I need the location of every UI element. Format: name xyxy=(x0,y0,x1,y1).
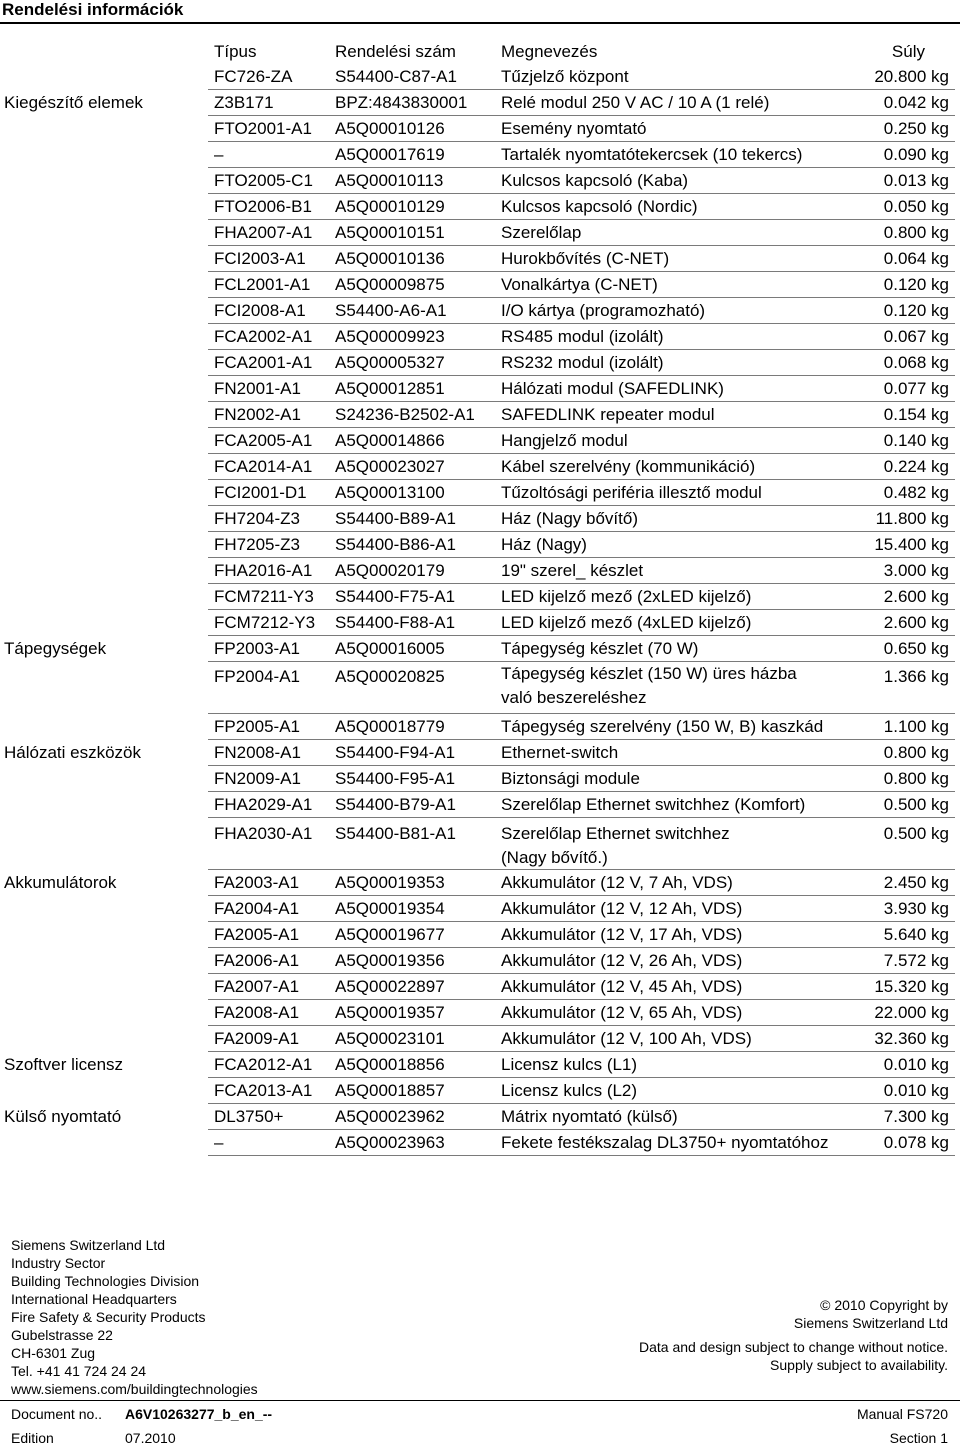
type-cell: FCI2008-A1 xyxy=(214,301,306,320)
type-cell: FP2005-A1 xyxy=(214,717,300,736)
type-cell: FCA2005-A1 xyxy=(214,431,313,450)
description-cell-line-2: való beszereléshez xyxy=(501,688,647,707)
table-row xyxy=(0,350,960,376)
order-number-cell: A5Q00018856 xyxy=(335,1055,445,1074)
type-cell: FTO2005-C1 xyxy=(214,171,313,190)
weight-cell: 1.366 kg xyxy=(883,667,949,686)
company-address xyxy=(11,1236,258,1398)
order-number-cell: A5Q00019353 xyxy=(335,873,445,892)
weight-cell: 11.800 kg xyxy=(875,509,949,528)
type-cell: FP2003-A1 xyxy=(214,639,300,658)
description-cell: Ethernet-switch xyxy=(501,743,619,762)
address-line: Gubelstrasse 22 xyxy=(11,1327,113,1343)
table-row xyxy=(0,142,960,168)
order-number-cell: A5Q00020179 xyxy=(335,561,445,580)
order-number-cell: S54400-A6-A1 xyxy=(335,301,447,320)
table-row xyxy=(0,1130,960,1156)
table-row xyxy=(0,792,960,818)
description-cell: LED kijelző mező (2xLED kijelző) xyxy=(501,587,752,606)
order-number-cell: S24236-B2502-A1 xyxy=(335,405,475,424)
order-number-cell: A5Q00009923 xyxy=(335,327,445,346)
type-cell: FHA2029-A1 xyxy=(214,795,313,814)
weight-cell: 0.120 kg xyxy=(883,301,949,320)
weight-cell: 0.800 kg xyxy=(883,769,949,788)
category-label: Hálózati eszközök xyxy=(4,743,142,762)
weight-cell: 0.140 kg xyxy=(883,431,949,450)
table-row xyxy=(0,480,960,506)
address-line: Tel. +41 41 724 24 24 xyxy=(11,1363,147,1379)
type-cell: FA2009-A1 xyxy=(214,1029,300,1048)
weight-cell: 7.300 kg xyxy=(883,1107,949,1126)
description-cell: Kulcsos kapcsoló (Kaba) xyxy=(501,171,689,190)
type-cell: FCA2014-A1 xyxy=(214,457,313,476)
type-cell: Z3B171 xyxy=(214,93,274,112)
table-row xyxy=(0,870,960,896)
document-number: A6V10263277_b_en_-- xyxy=(125,1406,273,1422)
weight-cell: 3.930 kg xyxy=(883,899,949,918)
type-cell: FCI2001-D1 xyxy=(214,483,307,502)
table-row xyxy=(0,272,960,298)
description-cell: Tápegység szerelvény (150 W, B) kaszkád xyxy=(501,717,824,736)
table-row xyxy=(0,454,960,480)
weight-cell: 0.250 kg xyxy=(883,119,949,138)
description-cell: Tápegység készlet (70 W) xyxy=(501,639,699,658)
address-line: CH-6301 Zug xyxy=(11,1345,96,1361)
table-row xyxy=(0,168,960,194)
weight-cell: 0.077 kg xyxy=(883,379,949,398)
order-number-cell: A5Q00017619 xyxy=(335,145,445,164)
type-cell: – xyxy=(214,145,224,164)
order-number-cell: S54400-F88-A1 xyxy=(335,613,456,632)
order-number-cell: A5Q00023963 xyxy=(335,1133,445,1152)
order-number-cell: A5Q00009875 xyxy=(335,275,445,294)
description-cell: Licensz kulcs (L1) xyxy=(501,1055,638,1074)
type-cell: FN2008-A1 xyxy=(214,743,301,762)
column-header-type: Típus xyxy=(214,42,257,61)
type-cell: FCA2013-A1 xyxy=(214,1081,313,1100)
manual-name: Manual FS720 xyxy=(856,1406,948,1422)
weight-cell: 0.800 kg xyxy=(883,743,949,762)
description-cell: Tápegység készlet (150 W) üres házba xyxy=(501,664,797,683)
table-row xyxy=(0,922,960,948)
table-row xyxy=(0,402,960,428)
column-header-weight: Súly xyxy=(891,42,925,61)
order-number-cell: A5Q00019677 xyxy=(335,925,445,944)
description-cell-line-2: (Nagy bővítő.) xyxy=(501,848,608,867)
order-number-cell: A5Q00012851 xyxy=(335,379,445,398)
table-row xyxy=(0,714,960,740)
table-row xyxy=(0,532,960,558)
table-row xyxy=(0,948,960,974)
header-bar xyxy=(0,0,960,24)
description-cell: Szerelőlap xyxy=(501,223,582,242)
type-cell: FP2004-A1 xyxy=(214,667,300,686)
description-cell: RS232 modul (izolált) xyxy=(501,353,664,372)
type-cell: FA2007-A1 xyxy=(214,977,300,996)
description-cell: Ház (Nagy bővítő) xyxy=(501,509,638,528)
table-row xyxy=(0,662,960,714)
order-number-cell: S54400-B89-A1 xyxy=(335,509,456,528)
order-number-cell: A5Q00010113 xyxy=(335,171,444,190)
weight-cell: 0.090 kg xyxy=(883,145,949,164)
order-number-cell: A5Q00022897 xyxy=(335,977,445,996)
type-cell: FA2004-A1 xyxy=(214,899,300,918)
description-cell: Akkumulátor (12 V, 12 Ah, VDS) xyxy=(501,899,743,918)
description-cell: Akkumulátor (12 V, 26 Ah, VDS) xyxy=(501,951,743,970)
description-cell: Esemény nyomtató xyxy=(501,119,647,138)
address-line: Building Technologies Division xyxy=(11,1273,200,1289)
order-number-cell: A5Q00023027 xyxy=(335,457,445,476)
category-label: Akkumulátorok xyxy=(4,873,117,892)
description-cell: 19" szerel_ készlet xyxy=(501,561,644,580)
weight-cell: 22.000 kg xyxy=(874,1003,949,1022)
description-cell: Hangjelző modul xyxy=(501,431,628,450)
table-row xyxy=(0,194,960,220)
table-row xyxy=(0,90,960,116)
table-row xyxy=(0,64,960,90)
weight-cell: 0.500 kg xyxy=(883,824,949,843)
order-number-cell: BPZ:4843830001 xyxy=(335,93,468,112)
availability-notice xyxy=(639,1338,948,1374)
row-divider xyxy=(208,1155,955,1156)
weight-cell: 0.013 kg xyxy=(883,171,949,190)
order-number-cell: A5Q00005327 xyxy=(335,353,445,372)
address-line: Siemens Switzerland Ltd xyxy=(11,1237,166,1253)
order-number-cell: A5Q00016005 xyxy=(335,639,445,658)
weight-cell: 3.000 kg xyxy=(883,561,949,580)
column-header-name: Megnevezés xyxy=(501,42,598,61)
description-cell: Hurokbővítés (C-NET) xyxy=(501,249,670,268)
type-cell: FTO2001-A1 xyxy=(214,119,312,138)
weight-cell: 0.650 kg xyxy=(883,639,949,658)
weight-cell: 0.068 kg xyxy=(883,353,949,372)
table-row xyxy=(0,1078,960,1104)
type-cell: FA2003-A1 xyxy=(214,873,300,892)
order-number-cell: S54400-F75-A1 xyxy=(335,587,456,606)
order-number-cell: S54400-B81-A1 xyxy=(335,824,456,843)
type-cell: FC726-ZA xyxy=(214,67,293,86)
order-number-cell: A5Q00014866 xyxy=(335,431,445,450)
table-row xyxy=(0,636,960,662)
type-cell: FA2006-A1 xyxy=(214,951,300,970)
order-number-cell: A5Q00019357 xyxy=(335,1003,445,1022)
type-cell: DL3750+ xyxy=(214,1107,284,1126)
description-cell: Akkumulátor (12 V, 45 Ah, VDS) xyxy=(501,977,743,996)
table-row xyxy=(0,818,960,870)
page-title: Rendelési információk xyxy=(2,0,184,19)
table-row xyxy=(0,558,960,584)
type-cell: FCA2012-A1 xyxy=(214,1055,313,1074)
weight-cell: 2.450 kg xyxy=(883,873,949,892)
type-cell: FCL2001-A1 xyxy=(214,275,311,294)
description-cell: Fekete festékszalag DL3750+ nyomtatóhoz xyxy=(501,1133,829,1152)
weight-cell: 32.360 kg xyxy=(874,1029,949,1048)
weight-cell: 15.320 kg xyxy=(874,977,949,996)
document-number-label: Document no.. xyxy=(11,1406,103,1422)
weight-cell: 1.100 kg xyxy=(883,717,949,736)
type-cell: FA2008-A1 xyxy=(214,1003,300,1022)
table-row xyxy=(0,376,960,402)
notice-line-2: Supply subject to availability. xyxy=(770,1357,948,1373)
weight-cell: 0.224 kg xyxy=(883,457,949,476)
table-row xyxy=(0,766,960,792)
type-cell: FN2009-A1 xyxy=(214,769,301,788)
weight-cell: 7.572 kg xyxy=(883,951,949,970)
description-cell: Licensz kulcs (L2) xyxy=(501,1081,638,1100)
weight-cell: 0.078 kg xyxy=(883,1133,949,1152)
description-cell: Kulcsos kapcsoló (Nordic) xyxy=(501,197,698,216)
table-row xyxy=(0,1104,960,1130)
type-cell: FTO2006-B1 xyxy=(214,197,312,216)
footer-divider xyxy=(0,1400,960,1401)
type-cell: FCA2001-A1 xyxy=(214,353,313,372)
type-cell: FCM7211-Y3 xyxy=(214,587,314,606)
notice-line-1: Data and design subject to change without notice. xyxy=(639,1339,948,1355)
table-row xyxy=(0,896,960,922)
weight-cell: 20.800 kg xyxy=(874,67,949,86)
copyright-line-1: © 2010 Copyright by xyxy=(820,1297,948,1313)
type-cell: FHA2007-A1 xyxy=(214,223,313,242)
type-cell: FA2005-A1 xyxy=(214,925,300,944)
type-cell: FHA2016-A1 xyxy=(214,561,313,580)
type-cell: FH7204-Z3 xyxy=(214,509,300,528)
description-cell: Ház (Nagy) xyxy=(501,535,587,554)
description-cell: Szerelőlap Ethernet switchhez xyxy=(501,824,730,843)
order-number-cell: A5Q00013100 xyxy=(335,483,445,502)
order-number-cell: A5Q00018779 xyxy=(335,717,445,736)
type-cell: FN2002-A1 xyxy=(214,405,301,424)
address-line: Industry Sector xyxy=(11,1255,106,1271)
table-row xyxy=(0,428,960,454)
category-label: Szoftver licensz xyxy=(4,1055,124,1074)
type-cell: FHA2030-A1 xyxy=(214,824,313,843)
category-label: Külső nyomtató xyxy=(4,1107,122,1126)
order-number-cell: A5Q00019354 xyxy=(335,899,445,918)
table-row xyxy=(0,610,960,636)
order-number-cell: A5Q00010151 xyxy=(335,223,445,242)
table-row xyxy=(0,740,960,766)
description-cell: Mátrix nyomtató (külső) xyxy=(501,1107,678,1126)
copyright xyxy=(794,1296,948,1332)
copyright-line-2: Siemens Switzerland Ltd xyxy=(793,1315,948,1331)
description-cell: Hálózati modul (SAFEDLINK) xyxy=(501,379,724,398)
table-row xyxy=(0,1052,960,1078)
edition-label: Edition xyxy=(11,1430,54,1446)
weight-cell: 0.500 kg xyxy=(883,795,949,814)
description-cell: Biztonsági module xyxy=(501,769,640,788)
order-number-cell: S54400-F94-A1 xyxy=(335,743,456,762)
table-row xyxy=(0,116,960,142)
type-cell: FCI2003-A1 xyxy=(214,249,306,268)
weight-cell: 0.064 kg xyxy=(883,249,949,268)
description-cell: Akkumulátor (12 V, 100 Ah, VDS) xyxy=(501,1029,752,1048)
weight-cell: 0.042 kg xyxy=(883,93,949,112)
order-number-cell: S54400-B86-A1 xyxy=(335,535,456,554)
weight-cell: 15.400 kg xyxy=(874,535,949,554)
section-label: Section 1 xyxy=(889,1430,948,1446)
category-label: Kiegészítő elemek xyxy=(4,93,143,112)
type-cell: FH7205-Z3 xyxy=(214,535,300,554)
weight-cell: 0.010 kg xyxy=(883,1055,949,1074)
table-row xyxy=(0,220,960,246)
description-cell: RS485 modul (izolált) xyxy=(501,327,664,346)
description-cell: Akkumulátor (12 V, 65 Ah, VDS) xyxy=(501,1003,743,1022)
weight-cell: 0.010 kg xyxy=(883,1081,949,1100)
table-row xyxy=(0,298,960,324)
table-row xyxy=(0,584,960,610)
table-row xyxy=(0,324,960,350)
description-cell: SAFEDLINK repeater modul xyxy=(501,405,715,424)
table-row xyxy=(0,1026,960,1052)
weight-cell: 2.600 kg xyxy=(883,613,949,632)
category-label: Tápegységek xyxy=(4,639,107,658)
type-cell: FCA2002-A1 xyxy=(214,327,313,346)
order-number-cell: A5Q00023101 xyxy=(335,1029,445,1048)
column-header-order: Rendelési szám xyxy=(335,42,456,61)
edition-value: 07.2010 xyxy=(125,1430,176,1446)
address-line: Fire Safety & Security Products xyxy=(11,1309,206,1325)
description-cell: Akkumulátor (12 V, 7 Ah, VDS) xyxy=(501,873,733,892)
order-number-cell: S54400-C87-A1 xyxy=(335,67,457,86)
description-cell: Relé modul 250 V AC / 10 A (1 relé) xyxy=(501,93,770,112)
type-cell: FN2001-A1 xyxy=(214,379,301,398)
order-number-cell: A5Q00010129 xyxy=(335,197,445,216)
address-line: www.siemens.com/buildingtechnologies xyxy=(11,1381,258,1397)
table-row xyxy=(0,974,960,1000)
order-number-cell: A5Q00010136 xyxy=(335,249,445,268)
description-cell: I/O kártya (programozható) xyxy=(501,301,706,320)
description-cell: Szerelőlap Ethernet switchhez (Komfort) xyxy=(501,795,806,814)
order-number-cell: S54400-B79-A1 xyxy=(335,795,456,814)
weight-cell: 0.050 kg xyxy=(883,197,949,216)
order-number-cell: A5Q00023962 xyxy=(335,1107,445,1126)
weight-cell: 5.640 kg xyxy=(883,925,949,944)
weight-cell: 0.154 kg xyxy=(883,405,949,424)
description-cell: Kábel szerelvény (kommunikáció) xyxy=(501,457,756,476)
address-line: International Headquarters xyxy=(11,1291,177,1307)
weight-cell: 0.067 kg xyxy=(883,327,949,346)
weight-cell: 0.800 kg xyxy=(883,223,949,242)
description-cell: Tűzoltósági periféria illesztő modul xyxy=(501,483,762,502)
description-cell: LED kijelző mező (4xLED kijelző) xyxy=(501,613,752,632)
order-number-cell: A5Q00019356 xyxy=(335,951,445,970)
order-number-cell: A5Q00020825 xyxy=(335,667,445,686)
type-cell: FCM7212-Y3 xyxy=(214,613,316,632)
type-cell: – xyxy=(214,1133,224,1152)
description-cell: Vonalkártya (C-NET) xyxy=(501,275,658,294)
table-row xyxy=(0,246,960,272)
weight-cell: 0.482 kg xyxy=(883,483,949,502)
weight-cell: 2.600 kg xyxy=(883,587,949,606)
description-cell: Akkumulátor (12 V, 17 Ah, VDS) xyxy=(501,925,743,944)
order-number-cell: A5Q00018857 xyxy=(335,1081,445,1100)
table-row xyxy=(0,1000,960,1026)
description-cell: Tűzjelző központ xyxy=(501,67,629,86)
table-row xyxy=(0,506,960,532)
order-number-cell: A5Q00010126 xyxy=(335,119,445,138)
description-cell: Tartalék nyomtatótekercsek (10 tekercs) xyxy=(501,145,803,164)
weight-cell: 0.120 kg xyxy=(883,275,949,294)
order-number-cell: S54400-F95-A1 xyxy=(335,769,456,788)
